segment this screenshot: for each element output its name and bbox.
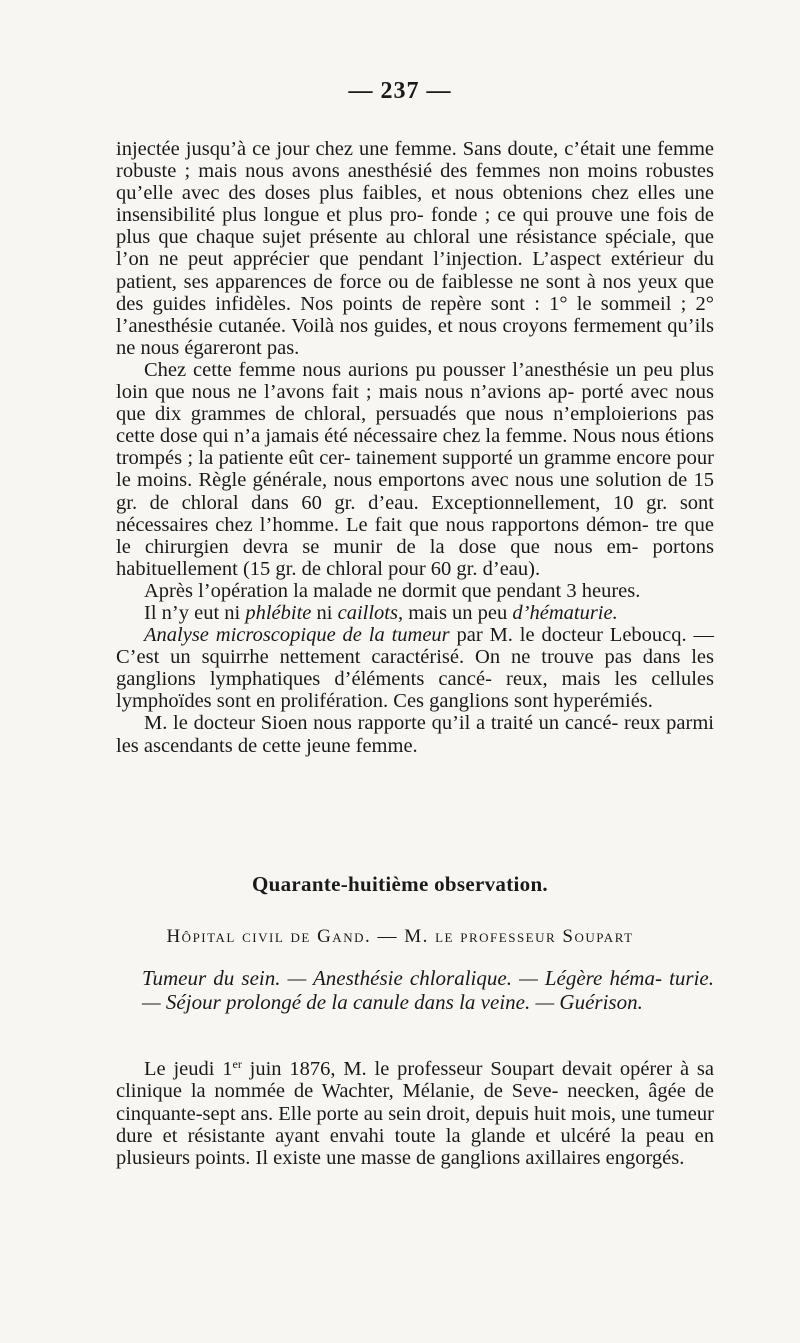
paragraph: M. le docteur Sioen nous rapporte qu’il a traité un cancé- reux parmi les ascendants de cette jeune femme.	[116, 712, 714, 757]
paragraph: injectée jusqu’à ce jour chez une femme. Sans doute, c’était une femme robuste ; mais nous avons anesthésié des femmes non moins robustes qu’elle avec des doses plus faibles, et nous obtenions chez elles une insensibilité plus longue et plus pro- fonde ; ce qui prouve une fois de plus que chaque sujet présente au chloral une résistance spéciale, que l’on ne peut apprécier que pendant l’injection. L’aspect extérieur du patient, ses apparences de force ou de faiblesse ne sont à nos yeux que des guides infidèles. Nos points de repère sont : 1° le sommeil ; 2° l’anesthésie cutanée. Voilà nos guides, et nous croyons fermement qu’ils ne nous égareront pas.	[116, 138, 714, 359]
paragraph: Après l’opération la malade ne dormit que pendant 3 heures.	[144, 579, 641, 602]
superscript: er	[232, 1057, 242, 1071]
italic-term: phlébite	[245, 601, 312, 624]
text-run: juin 1876, M. le professeur Soupart devait opérer à sa clinique la nommée de Wachter, Mélanie, de Seve- neecken, âgée de cinquante-sept ans. Elle porte au sein droit, depuis huit mois, une tumeur dure et résistante ayant envahi toute la glande et ulcéré la peau en plusieurs points. Il existe une masse de ganglions axillaires engorgés.	[116, 1058, 714, 1170]
summary-text: Tumeur du sein. — Anesthésie chloralique. — Légère héma- turie. — Séjour prolongé de la canule dans la veine. — Guérison.	[142, 966, 714, 1014]
text-run: mais un peu	[403, 601, 513, 624]
case-summary	[142, 966, 714, 1014]
page-number: — 237 —	[348, 78, 452, 104]
text-run: Il n’y eut ni	[144, 601, 246, 624]
paragraph	[116, 602, 714, 624]
continued-text	[116, 138, 714, 757]
paragraph	[116, 624, 714, 712]
text-run: par M. le docteur Leboucq. — C’est un squirrhe nettement caractérisé. On ne trouve pas dans les ganglions lymphatiques d’éléments cancé- reux, mais les cellules lymphoïdes sont en prolifération. Ces ganglions sont hyperémiés.	[116, 624, 715, 713]
italic-term: caillots,	[337, 601, 404, 624]
hospital-line: Hôpital civil de Gand. — M. le professeur Soupart	[166, 926, 634, 947]
text-run: Le jeudi 1	[144, 1058, 233, 1080]
italic-term: Analyse microscopique de la tumeur	[144, 624, 450, 647]
case-intro	[116, 1058, 714, 1169]
observation-heading: Quarante-huitième observation.	[252, 872, 548, 896]
paragraph	[116, 1058, 714, 1169]
text-run: ni	[311, 601, 338, 624]
paragraph: Chez cette femme nous aurions pu pousser l’anesthésie un peu plus loin que nous ne l’avons fait ; mais nous n’avions ap- porté avec nous que dix grammes de chloral, persuadés que nous n’emploierions pas cette dose qui n’a jamais été nécessaire chez la femme. Nous nous étions trompés ; la patiente eût cer- tainement supporté un gramme encore pour le moins. Règle générale, nous emportons avec nous une solution de 15 gr. de chloral dans 60 gr. d’eau. Exceptionnellement, 10 gr. sont nécessaires chez l’homme. Le fait que nous rapportons démon- tre que le chirurgien devra se munir de la dose que nous em- portons habituellement (15 gr. de chloral pour 60 gr. d’eau).	[116, 358, 714, 580]
italic-term: d’hématurie.	[512, 601, 618, 624]
